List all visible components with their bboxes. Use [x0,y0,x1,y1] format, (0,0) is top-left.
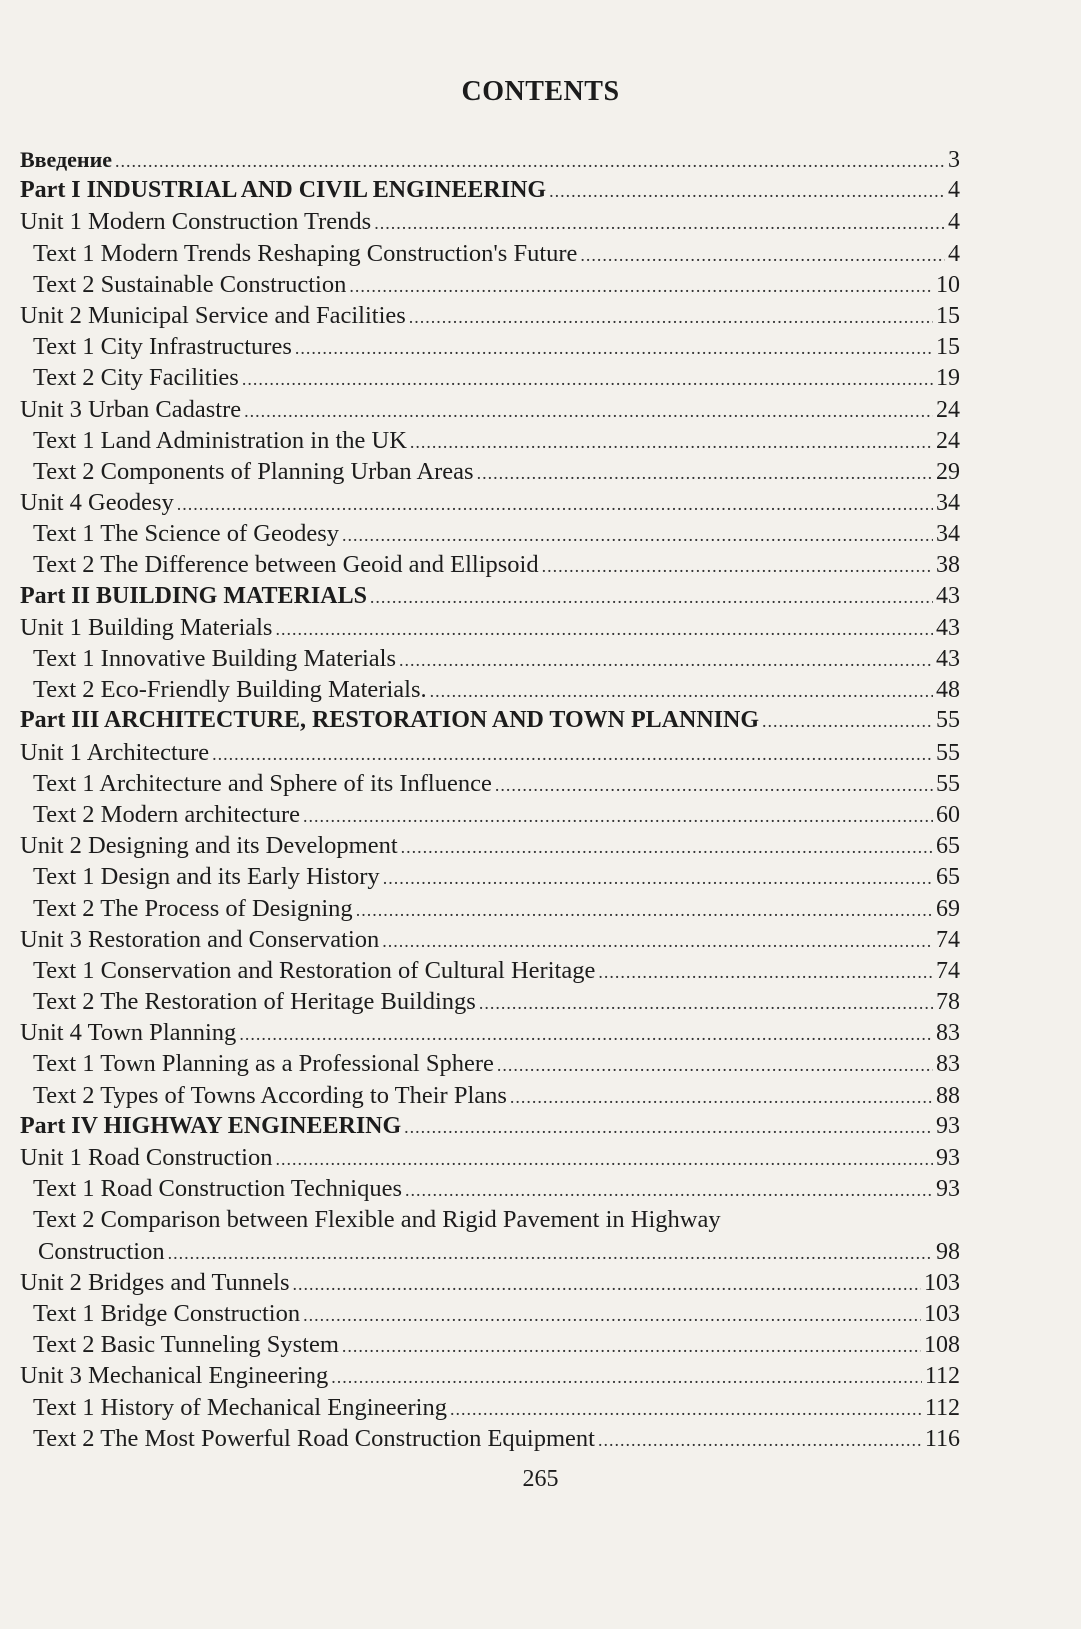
toc-entry-page-number: 103 [924,1300,960,1327]
toc-entry-text [20,331,960,362]
toc-entry-cont [20,1236,960,1267]
toc-entry-page-number: 29 [936,458,960,485]
toc-entry-label: Text 2 The Process of Designing [33,894,353,922]
toc-entry-page-number: 69 [936,895,960,922]
dot-leader [212,739,933,770]
toc-entry-page-number: 65 [936,864,960,891]
toc-entry-text [20,1173,960,1204]
toc-entry-label: Unit 4 Geodesy [20,489,174,517]
toc-entry-text [20,986,960,1017]
toc-entry-text [20,768,960,799]
toc-entry-unit [20,612,960,643]
dot-leader [342,1331,921,1362]
toc-entry-page-number: 4 [948,240,960,267]
toc-entry-unit [20,737,960,768]
toc-entry-page-number: 38 [936,552,960,579]
toc-entry-page-number: 55 [936,739,960,766]
dot-leader [275,1144,933,1175]
dot-leader [239,1019,933,1050]
toc-entry-page-number: 112 [924,1363,960,1390]
page-number: 265 [522,1466,559,1492]
toc-entry-label: Unit 1 Building Materials [20,613,273,641]
toc-entry-unit [20,1267,960,1298]
toc-entry-label: Unit 1 Road Construction [20,1144,273,1171]
dot-leader [399,645,933,676]
dot-leader [303,1300,921,1331]
dot-leader [382,926,933,957]
dot-leader [450,1394,922,1425]
toc-entry-page-number: 43 [936,582,960,609]
toc-entry-label: Text 2 The Most Powerful Road Construction Equipment [33,1424,595,1452]
toc-entry-unit [20,487,960,518]
toc-entry-page-number: 103 [924,1269,960,1296]
toc-entry-page-number: 65 [936,833,960,860]
toc-entry-part [20,581,960,612]
dot-leader [349,271,933,302]
toc-entry-label: Text 2 City Facilities [33,364,239,392]
toc-entry-page-number: 88 [936,1082,960,1109]
toc-entry-page-number: 112 [924,1394,960,1421]
toc-entry-label: Part I INDUSTRIAL AND CIVIL ENGINEERING [20,177,547,204]
toc-entry-text [20,643,960,674]
toc-entry-text [20,518,960,549]
toc-entry-unit [20,1360,960,1391]
toc-entry-label: Text 1 History of Mechanical Engineering [33,1393,447,1421]
toc-entry-page-number: 60 [936,801,960,828]
toc-entry-label: Unit 2 Bridges and Tunnels [20,1268,290,1296]
toc-entry-label: Unit 3 Restoration and Conservation [20,925,380,953]
toc-entry-label: Text 2 The Restoration of Heritage Buildings [33,988,476,1016]
dot-leader [410,427,933,458]
toc-entry-text [20,861,960,892]
dot-leader [342,520,933,551]
toc-entry-text [20,1423,960,1454]
toc-entry-label: Введение [20,147,113,172]
dot-leader [370,582,933,613]
toc-entry-page-number: 19 [936,365,960,392]
toc-entry-page-number: 4 [948,177,960,204]
toc-entry-label: Text 2 The Difference between Geoid and Ellipsoid [33,551,539,579]
toc-entry-text [20,269,960,300]
dot-leader [303,801,933,832]
toc-entry-page-number: 78 [936,989,960,1016]
toc-entry-page-number: 24 [936,396,960,423]
toc-entry-label: Text 2 Components of Planning Urban Areas [33,457,474,485]
toc-entry-text [20,1080,960,1111]
toc-entry-page-number: 74 [936,926,960,953]
toc-entry-page-number: 55 [936,707,960,734]
toc-entry-label: Text 2 Basic Tunneling System [33,1331,339,1359]
dot-leader [383,863,933,894]
dot-leader [430,676,933,707]
toc-entry-text [20,425,960,456]
dot-leader [598,1425,922,1456]
dot-leader [401,832,933,863]
dot-leader [331,1362,922,1393]
dot-leader [495,770,933,801]
toc-entry-label: Text 2 Sustainable Construction [33,270,347,298]
toc-entry-unit [20,1142,960,1173]
toc-entry-text [20,456,960,487]
dot-leader [115,146,945,177]
dot-leader [374,208,945,239]
toc-entry-page-number: 93 [936,1145,960,1171]
toc-entry-page-number: 116 [924,1425,960,1452]
toc-entry-label: Text 2 Eco-Friendly Building Materials. [33,676,427,704]
dot-leader [275,614,933,645]
dot-leader [177,489,933,520]
toc-entry-text [20,362,960,393]
toc-entry-text [20,955,960,986]
toc-entry-page-number: 74 [936,957,960,984]
toc-entry-text [20,1298,960,1329]
toc-entry-page-number: 55 [936,770,960,797]
toc-entry-unit [20,1017,960,1048]
dot-leader [542,551,933,582]
toc-entry-text [20,1392,960,1423]
toc-entry-unit [20,206,960,237]
toc-entry-unit [20,394,960,425]
dot-leader [510,1082,933,1113]
toc-entry-label: Text 1 The Science of Geodesy [33,520,340,548]
toc-entry-page-number: 108 [924,1332,960,1359]
toc-entry-text [20,893,960,924]
toc-entry-part [20,705,960,736]
toc-entry-label: Construction [38,1237,165,1265]
toc-entry-label: Text 2 Types of Towns According to Their Plans [33,1081,507,1109]
toc-entry-unit [20,924,960,955]
toc-entry-label: Unit 1 Architecture [20,738,210,766]
dot-leader [549,176,945,207]
dot-leader [598,957,933,988]
toc-entry-label: Unit 3 Mechanical Engineering [20,1362,329,1390]
toc-entry-page-number: 24 [936,427,960,454]
toc-entry-text [20,1329,960,1360]
dot-leader [409,302,933,333]
toc-entry-label: Part II BUILDING MATERIALS [20,582,367,609]
toc-entry-text [20,1048,960,1079]
toc-entry-page-number: 43 [936,614,960,641]
page-title: CONTENTS [461,76,620,107]
toc-entry-label: Unit 4 Town Planning [20,1019,237,1047]
toc-entry-page-number: 93 [936,1176,960,1203]
toc-entry-label: Text 1 City Infrastructures [33,333,292,361]
toc-entry-page-number: 4 [948,209,960,236]
toc-entry-page-number: 10 [936,271,960,298]
toc-entry-label: Text 1 Modern Trends Reshaping Construction's Future [33,239,578,267]
toc-entry-page-number: 83 [936,1020,960,1047]
toc-entry-label: Unit 3 Urban Cadastre [20,395,242,423]
toc-entry-page-number: 15 [936,302,960,329]
toc-entry-label: Part III ARCHITECTURE, RESTORATION AND TOWN PLANNING [20,707,760,734]
toc-entry-label: Text 1 Innovative Building Materials [33,645,396,672]
dot-leader [404,1112,933,1143]
toc-entry-unit [20,300,960,331]
toc-entry-label: Text 1 Town Planning as a Professional Sphere [33,1050,494,1078]
toc-entry-page-number: 15 [936,334,960,361]
dot-leader [762,706,933,737]
dot-leader [580,240,945,271]
dot-leader [497,1050,933,1081]
toc-entry-page-number: 43 [936,646,960,672]
toc-entry-label: Text 1 Land Administration in the UK [33,426,407,454]
toc-entry-page-number: 3 [948,147,960,173]
toc-entry-intro [20,144,960,175]
toc-entry-label: Text 2 Comparison between Flexible and Rigid Pavement in Highway [33,1206,721,1234]
toc-entry-part [20,175,960,206]
dot-leader [295,333,933,364]
toc-entry-text [20,549,960,580]
dot-leader [479,988,933,1019]
toc-entry-label: Text 1 Road Construction Techniques [33,1175,403,1203]
toc-entry-page-number: 34 [936,490,960,517]
toc-entry-label: Text 1 Architecture and Sphere of its Influence [33,769,492,797]
toc-entry-page-number: 98 [936,1238,960,1265]
toc-entry-text [20,799,960,830]
dot-leader [356,895,933,926]
toc-entry-label: Unit 1 Modern Construction Trends [20,208,372,236]
toc-entry-page-number: 48 [936,677,960,704]
dot-leader [242,364,933,395]
toc-entry-label: Text 1 Bridge Construction [33,1299,301,1327]
toc-entry-unit [20,830,960,861]
dot-leader [477,458,933,489]
dot-leader [168,1238,933,1269]
toc-entry-label: Unit 2 Municipal Service and Facilities [20,301,406,329]
toc-entry-label: Text 1 Design and its Early History [33,863,380,891]
toc-entry-text [20,674,960,705]
toc-entry-page-number: 34 [936,521,960,548]
toc-entry-label: Unit 2 Designing and its Development [20,832,398,860]
toc-entry-text [20,238,960,269]
toc-entry-label: Text 1 Conservation and Restoration of Cultural Heritage [33,956,596,984]
toc-entry-text-head [20,1204,960,1235]
dot-leader [293,1269,921,1300]
dot-leader [405,1175,933,1206]
toc-entry-label: Part IV HIGHWAY ENGINEERING [20,1112,402,1139]
dot-leader [244,396,933,427]
toc-entry-page-number: 83 [936,1051,960,1078]
toc-entry-page-number: 93 [936,1112,960,1139]
table-of-contents [20,144,960,1454]
toc-entry-part [20,1111,960,1142]
toc-entry-label: Text 2 Modern architecture [33,800,300,828]
